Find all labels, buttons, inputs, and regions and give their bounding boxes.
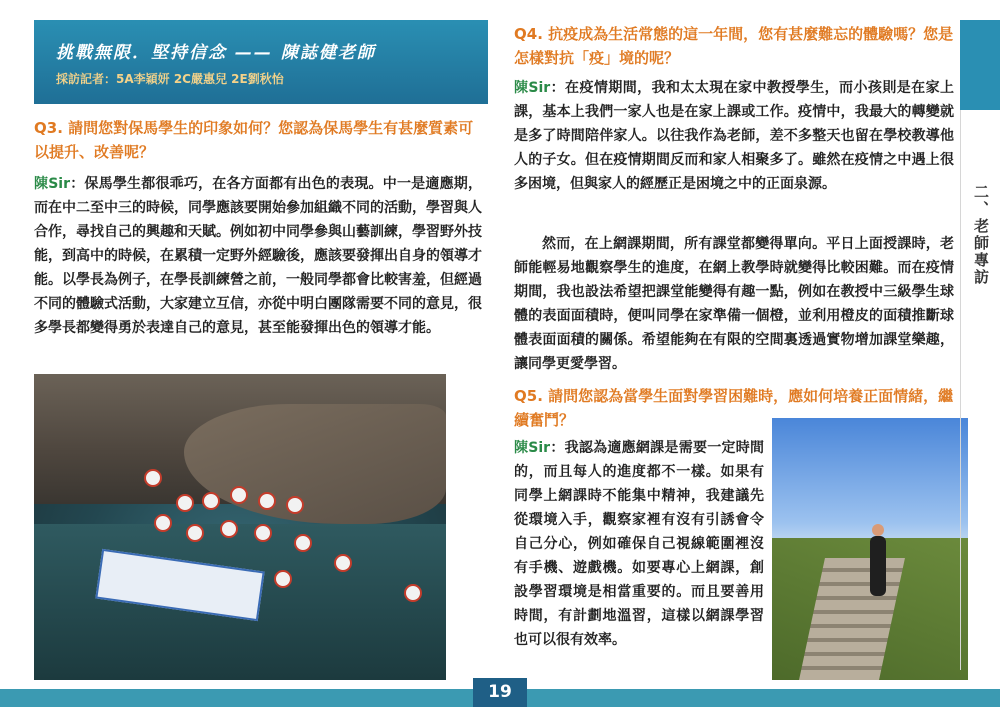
question-q4 [514,22,954,70]
reporters-credit: 採訪記者：5A李穎妍 2C嚴惠兒 2E劉秋怡 [56,72,284,86]
sidebar-divider [960,110,961,670]
answer-q4-p1 [514,76,954,196]
answer-q3 [34,172,482,340]
header-banner [34,20,488,104]
question-q5-text: Q5. 請問您認為當學生面對學習困難時，應如何培養正面情緒，繼續奮鬥？ [514,387,954,429]
answer-q4-text-1: ：在疫情期間，我和太太現在家中教授學生，而小孩則是在家上課，基本上我們一家人也是在家上課或工作。疫情中，我最大的轉變就是多了時間陪伴家人。以往我作為老師，差不多整天也留在學校教導他人的子女。但在疫情期間反而和家人相聚多了。雖然在疫情之中遇上很多困境，但與家人的經歷正是困境之中的正面泉源。 [514,80,954,192]
speaker-label: 陳Sir [514,80,551,96]
page-number: 19 [473,678,527,707]
question-q4-text: Q4. 抗疫成為生活常態的這一年間，您有甚麼難忘的體驗嗎？您是怎樣對抗「疫」境的呢？ [514,25,954,67]
speaker-label: 陳Sir [34,176,70,192]
question-q3 [34,116,482,164]
answer-q5-text: ：我認為適應網課是需要一定時間的，而且每人的進度都不一樣。如果有同學上網課時不能集中精神，我建議先從環境入手，觀察家裡有沒有引誘會令自己分心，例如確保自己視線範圍裡沒有手機、遊戲機。如要專心上網課，創設學習環境是相當重要的。而且要善用時間，有計劃地溫習，這樣以網課學習也可以很有效率。 [514,440,765,648]
article-title: 挑戰無限．堅持信念 —— 陳誌健老師 [56,43,376,63]
answer-q5 [514,436,764,652]
question-q3-text: Q3. 請問您對保馬學生的印象如何？您認為保馬學生有甚麼質素可以提升、改善呢？ [34,119,474,161]
section-tab [960,20,1000,110]
speaker-label: 陳Sir [514,440,551,456]
group-river-trekking-photo [34,374,446,680]
answer-q4-text-2: 然而，在上網課期間，所有課堂都變得單向。平日上面授課時，老師能輕易地觀察學生的進度，在網上教學時就變得比較困難。而在疫情期間，我也設法希望把課堂能變得有趣一點，例如在教授中三級學生球體的表面面積時，便叫同學在家準備一個橙，並利用橙皮的面積推斷球體表面面積的關係。希望能夠在有限的空間裏透過實物增加課堂樂趣，讓同學更愛學習。 [514,236,954,372]
answer-q3-text: ：保馬學生都很乖巧，在各方面都有出色的表現。中一是適應期，而在中二至中三的時候，同學應該要開始參加組織不同的活動，學習與人合作，尋找自己的興趣和天賦。例如初中同學參與山藝訓練，學習野外技能，到高中的時候，在累積一定野外經驗後，應該要發揮出自身的領導才能。以學長為例子，在學長訓練營之前，一般同學都會比較害羞，但經過不同的體驗式活動，大家建立互信，亦從中明白團隊需要不同的意見，很多學長都變得勇於表達自己的意見，甚至能發揮出色的領導才能。 [34,176,482,336]
answer-q4-p2 [514,232,954,376]
hiking-photo [772,418,968,680]
section-label: 二、老師專訪 [972,184,990,286]
